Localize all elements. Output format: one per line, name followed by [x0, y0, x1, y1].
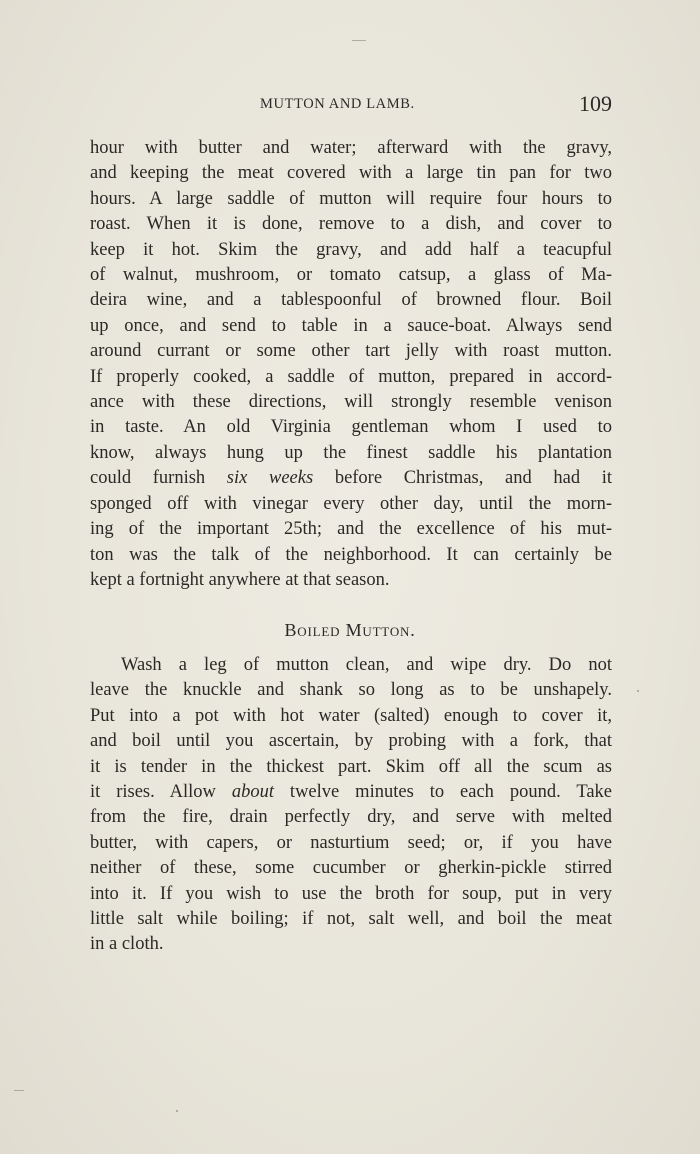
section-heading: Boiled Mutton. [284, 620, 416, 640]
italic-emphasis: six weeks [226, 468, 314, 489]
text-line: and boil until you ascertain, by probing with a fork, that [90, 731, 612, 752]
text-line: neither of these, some cucumber or gherkin-pickle stirred [90, 858, 612, 879]
text-line: little salt while boiling; if not, salt well, and boil the meat [90, 909, 612, 930]
page-header [90, 93, 612, 123]
text-line: hour with butter and water; afterward with the gravy, [90, 138, 612, 158]
text-line: ton was the talk of the neighborhood. It can certainly be [90, 544, 612, 565]
text-run: could furnish [90, 468, 227, 489]
text-line: of walnut, mushroom, or tomato catsup, a glass of Ma- [90, 265, 612, 286]
text-line-with-italic [90, 780, 612, 805]
text-line: and keeping the meat covered with a large tin pan for two [90, 163, 612, 184]
page-speck [176, 1110, 178, 1112]
text-line: in taste. An old Virginia gentleman whom I used to [90, 417, 612, 438]
running-head: MUTTON AND LAMB. [260, 96, 415, 112]
text-line: in a cloth. [90, 934, 164, 955]
page-speck [637, 690, 639, 692]
text-line: ing of the important 25th; and the excellence of his mut- [90, 519, 612, 540]
page-speck [14, 1090, 24, 1091]
text-line: If properly cooked, a saddle of mutton, prepared in accord- [90, 366, 612, 387]
text-run: before Christmas, and had it [313, 468, 612, 489]
text-line-with-italic [90, 466, 612, 491]
text-run: it rises. Allow [90, 782, 232, 803]
text-line: from the fire, drain perfectly dry, and serve with melted [90, 807, 612, 828]
text-line: ance with these directions, will strongly resemble venison [90, 392, 612, 413]
page-speck [352, 40, 366, 41]
text-line: leave the knuckle and shank so long as to be unshapely. [90, 680, 612, 701]
text-run: twelve minutes to each pound. Take [274, 782, 613, 803]
text-line: it is tender in the thickest part. Skim off all the scum as [90, 756, 612, 777]
text-line: around currant or some other tart jelly with roast mutton. [90, 341, 612, 362]
paragraph-roast-mutton-continued [90, 136, 612, 593]
page-number: 109 [579, 91, 612, 116]
text-line: kept a fortnight anywhere at that season. [90, 569, 390, 590]
text-line: Wash a leg of mutton clean, and wipe dry. Do not [121, 655, 612, 675]
text-line: hours. A large saddle of mutton will require four hours to [90, 188, 612, 209]
text-line: into it. If you wish to use the broth for soup, put in very [90, 883, 612, 904]
text-line: sponged off with vinegar every other day, until the morn- [90, 493, 612, 514]
text-line: up once, and send to table in a sauce-boat. Always send [90, 315, 612, 336]
text-line: deira wine, and a tablespoonful of browned flour. Boil [90, 290, 612, 311]
paragraph-boiled-mutton [90, 653, 612, 958]
text-line: roast. When it is done, remove to a dish, and cover to [90, 214, 612, 235]
italic-emphasis: about [231, 782, 274, 803]
text-line: keep it hot. Skim the gravy, and add half a teacupful [90, 239, 612, 260]
text-line: butter, with capers, or nasturtium seed; or, if you have [90, 832, 612, 853]
text-line: know, always hung up the finest saddle his plantation [90, 442, 612, 463]
text-line: Put into a pot with hot water (salted) enough to cover it, [90, 705, 612, 726]
